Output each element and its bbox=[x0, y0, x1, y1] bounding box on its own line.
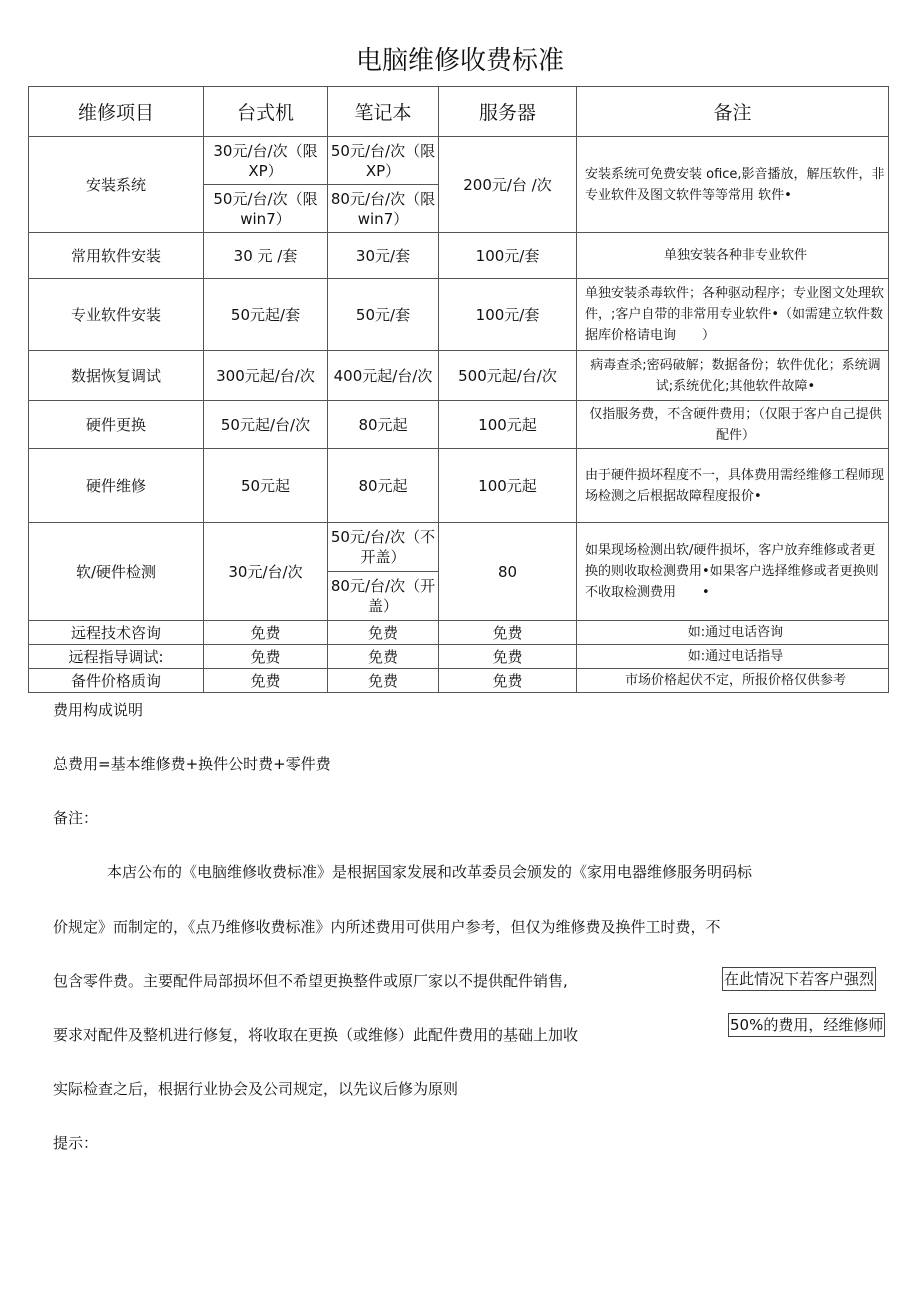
server-price: 100元/套 bbox=[439, 279, 577, 351]
table-row bbox=[29, 351, 889, 401]
header-note: 备注 bbox=[577, 87, 889, 137]
header-laptop: 笔记本 bbox=[328, 87, 439, 137]
row-item: 备件价格质询 bbox=[29, 669, 204, 693]
row-item: 专业软件安装 bbox=[29, 279, 204, 351]
fee-formula: 总费用=基本维修费+换件公时费+零件费 bbox=[53, 755, 331, 773]
desktop-price: 30元/台/次（限XP） bbox=[204, 137, 328, 185]
server-price: 100元起 bbox=[439, 449, 577, 523]
row-item: 远程指导调试: bbox=[29, 645, 204, 669]
row-item: 软/硬件检测 bbox=[29, 523, 204, 621]
boxed-text: 在此情况下若客户强烈 bbox=[722, 967, 876, 991]
laptop-price: 50元/台/次（限XP） bbox=[328, 137, 439, 185]
server-price: 免费 bbox=[439, 645, 577, 669]
row-note: 如:通过电话指导 bbox=[577, 645, 889, 669]
fee-heading: 费用构成说明 bbox=[53, 701, 144, 719]
server-price: 200元/台 /次 bbox=[439, 137, 577, 233]
table-row bbox=[29, 401, 889, 449]
boxed-text: 50%的费用，经维修师 bbox=[728, 1013, 885, 1037]
desktop-price: 免费 bbox=[204, 669, 328, 693]
row-note: 单独安装杀毒软件；各种驱动程序；专业图文处理软件，;客户自带的非常用专业软件•（如需建立软件数据库价格请电询 ） bbox=[577, 279, 889, 351]
row-note: 病毒查杀;密码破解；数据备份；软件优化；系统调试;系统优化;其他软件故障• bbox=[577, 351, 889, 401]
header-desktop: 台式机 bbox=[204, 87, 328, 137]
header-item: 维修项目 bbox=[29, 87, 204, 137]
desktop-price: 300元起/台/次 bbox=[204, 351, 328, 401]
header-server: 服务器 bbox=[439, 87, 577, 137]
server-price: 100元起 bbox=[439, 401, 577, 449]
laptop-price: 50元/套 bbox=[328, 279, 439, 351]
tip-label: 提示： bbox=[53, 1134, 99, 1152]
desktop-price: 30 元 /套 bbox=[204, 233, 328, 279]
desktop-price: 50元起 bbox=[204, 449, 328, 523]
laptop-price: 免费 bbox=[328, 645, 439, 669]
laptop-price: 免费 bbox=[328, 621, 439, 645]
fee-table bbox=[28, 86, 889, 693]
table-row bbox=[29, 137, 889, 185]
server-price: 100元/套 bbox=[439, 233, 577, 279]
remark-paragraph-line: 要求对配件及整机进行修复，将收取在更换（或维修）此配件费用的基础上加收 bbox=[53, 1026, 579, 1044]
laptop-price: 80元/台/次（限win7） bbox=[328, 185, 439, 233]
laptop-price: 80元起 bbox=[328, 449, 439, 523]
remark-label: 备注： bbox=[53, 809, 99, 827]
row-item: 硬件维修 bbox=[29, 449, 204, 523]
row-item: 数据恢复调试 bbox=[29, 351, 204, 401]
laptop-price: 80元/台/次（开盖） bbox=[328, 572, 439, 621]
desktop-price: 免费 bbox=[204, 645, 328, 669]
server-price: 80 bbox=[439, 523, 577, 621]
row-note: 如果现场检测出软/硬件损坏，客户放弃维修或者更换的则收取检测费用•如果客户选择维修或者更换则不收取检测费用 • bbox=[577, 523, 889, 621]
desktop-price: 30元/台/次 bbox=[204, 523, 328, 621]
server-price: 免费 bbox=[439, 669, 577, 693]
row-note: 由于硬件损坏程度不一，具体费用需经维修工程师现场检测之后根据故障程度报价• bbox=[577, 449, 889, 523]
table-row bbox=[29, 449, 889, 523]
laptop-price: 400元起/台/次 bbox=[328, 351, 439, 401]
table-row bbox=[29, 669, 889, 693]
page-title: 电脑维修收费标准 bbox=[355, 46, 564, 76]
remark-paragraph-line: 实际检查之后，根据行业协会及公司规定，以先议后修为原则 bbox=[53, 1080, 459, 1098]
laptop-price: 80元起 bbox=[328, 401, 439, 449]
remark-paragraph-line: 本店公布的《电脑维修收费标准》是根据国家发展和改革委员会颁发的《家用电器维修服务明码标 bbox=[107, 863, 753, 881]
row-note: 单独安装各种非专业软件 bbox=[577, 233, 889, 279]
row-note: 安装系统可免费安装 ofice,影音播放，解压软件，非专业软件及图文软件等等常用 软件• bbox=[577, 137, 889, 233]
row-note: 仅指服务费，不含硬件费用；（仅限于客户自己提供配件） bbox=[577, 401, 889, 449]
laptop-price: 免费 bbox=[328, 669, 439, 693]
row-item: 硬件更换 bbox=[29, 401, 204, 449]
row-item: 远程技术咨询 bbox=[29, 621, 204, 645]
laptop-price: 30元/套 bbox=[328, 233, 439, 279]
laptop-price: 50元/台/次（不开盖） bbox=[328, 523, 439, 572]
desktop-price: 免费 bbox=[204, 621, 328, 645]
table-header-row bbox=[29, 87, 889, 137]
row-note: 如:通过电话咨询 bbox=[577, 621, 889, 645]
table-row bbox=[29, 233, 889, 279]
table-row bbox=[29, 645, 889, 669]
desktop-price: 50元/台/次（限win7） bbox=[204, 185, 328, 233]
desktop-price: 50元起/台/次 bbox=[204, 401, 328, 449]
row-note: 市场价格起伏不定，所报价格仅供参考 bbox=[577, 669, 889, 693]
row-item: 常用软件安装 bbox=[29, 233, 204, 279]
table-row bbox=[29, 523, 889, 572]
server-price: 500元起/台/次 bbox=[439, 351, 577, 401]
row-item: 安装系统 bbox=[29, 137, 204, 233]
table-row bbox=[29, 621, 889, 645]
table-row bbox=[29, 279, 889, 351]
server-price: 免费 bbox=[439, 621, 577, 645]
desktop-price: 50元起/套 bbox=[204, 279, 328, 351]
remark-paragraph-line: 包含零件费。主要配件局部损坏但不希望更换整件或原厂家以不提供配件销售, bbox=[53, 972, 568, 990]
remark-paragraph-line: 价规定》而制定的，《点乃维修收费标准》内所述费用可供用户参考，但仅为维修费及换件工时费，不 bbox=[53, 918, 721, 936]
